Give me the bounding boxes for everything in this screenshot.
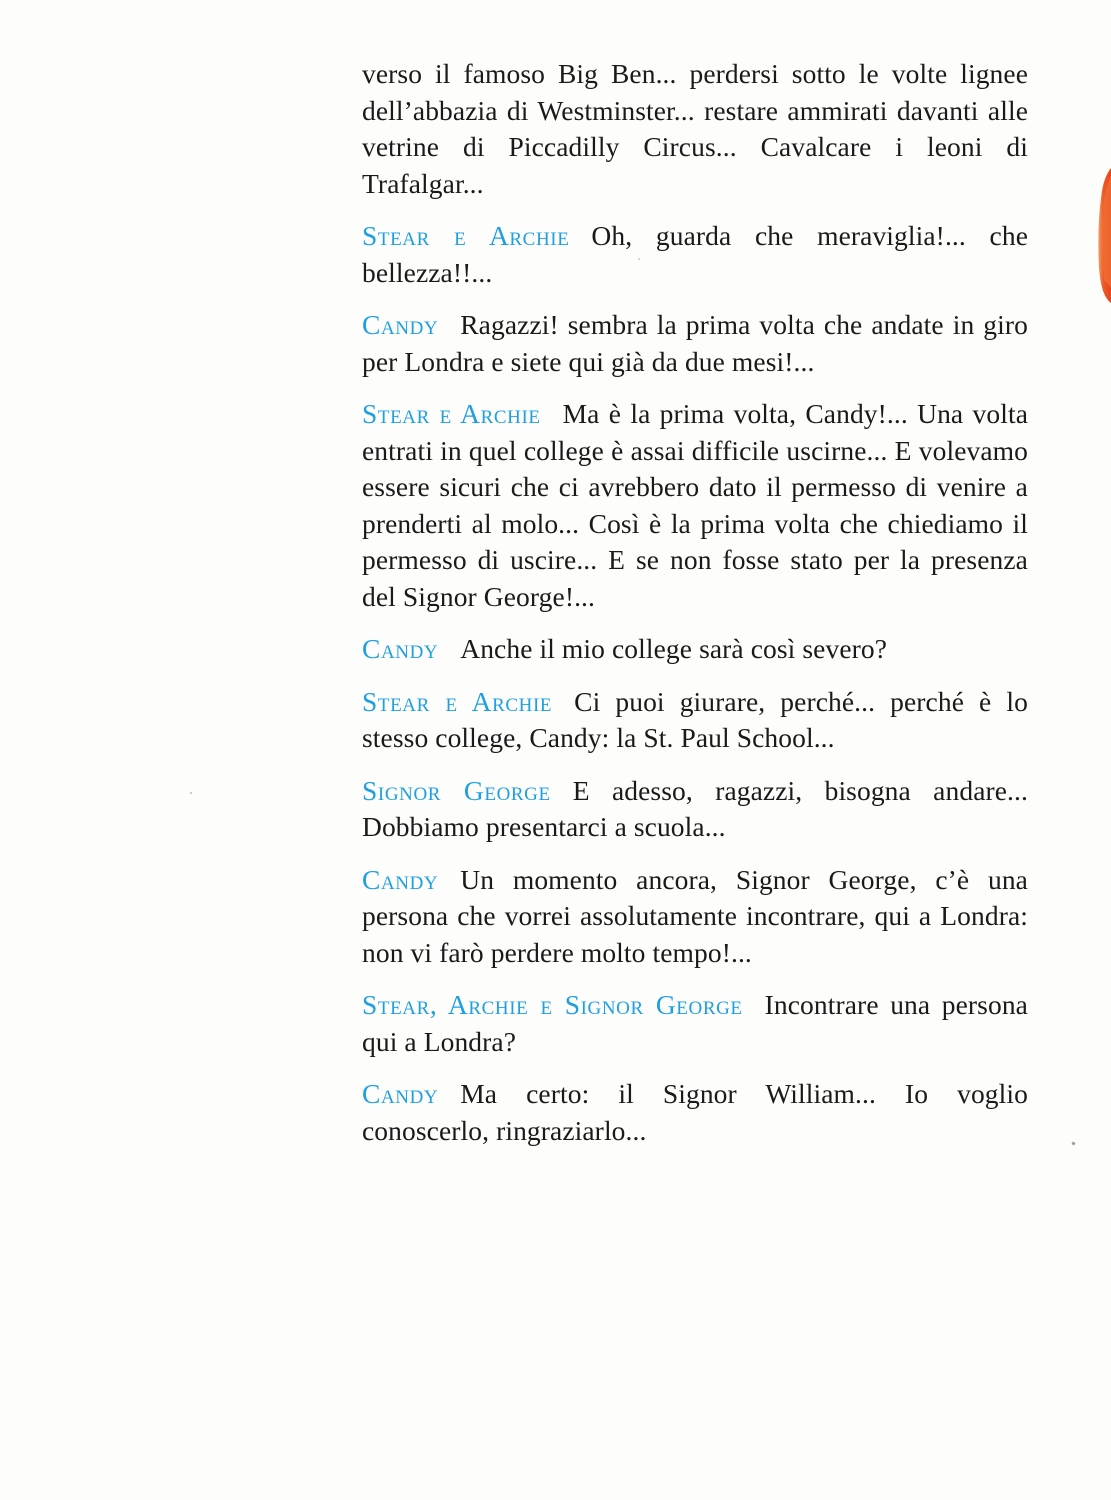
speaker-name: Candy <box>362 863 439 895</box>
speaker-name: Stear e Archie <box>362 220 570 251</box>
dialogue-line <box>362 1076 1028 1149</box>
dialogue-text: Ci puoi giurare, perché... perché è lo stesso college, Candy: la St. Paul School... <box>362 685 1028 753</box>
dialogue-text: Un momento ancora, Signor George, c’è una persona che vorrei assolutamente incontrare, qui a Londra: non vi farò perdere molto tempo!... <box>362 863 1028 968</box>
dialogue-text: Incontrare una persona qui a Londra? <box>362 989 1028 1057</box>
speaker-name: Stear, Archie e Signor George <box>362 989 743 1020</box>
dialogue-line <box>362 396 1028 615</box>
dialogue-line <box>362 631 1028 668</box>
speaker-name: Stear e Archie <box>362 685 553 717</box>
paper-speck <box>638 258 640 260</box>
speaker-name: Candy <box>362 633 439 664</box>
text-column <box>362 56 1028 1165</box>
dialogue-text: Ma è la prima volta, Candy!... Una volta entrati in quel college è assai difficile uscirne... E volevamo essere sicuri che ci avrebbero dato il permesso di venire a prenderti al molo... Così è la prima volta che chiediamo il permesso di uscire... E se non fosse stato per la presenza del Signor George!... <box>362 398 1028 612</box>
speaker-name: Signor George <box>362 774 551 806</box>
dialogue-text: E adesso, ragazzi, bisogna andare... Dobbiamo presentarci a scuola... <box>362 774 1028 842</box>
dialogue-line <box>362 862 1028 972</box>
dialogue-line <box>362 307 1028 380</box>
dialogue-text: Ragazzi! sembra la prima volta che andate in giro per Londra e siete qui già da due mesi!... <box>362 309 1028 377</box>
edge-illustration-fragment <box>1071 168 1111 308</box>
speaker-name: Stear e Archie <box>362 398 541 429</box>
dialogue-text: Ma certo: il Signor William... Io voglio conoscerlo, ringraziarlo... <box>362 1078 1028 1146</box>
dialogue-line <box>362 987 1028 1060</box>
dialogue-line <box>362 684 1028 757</box>
dialogue-line <box>362 773 1028 846</box>
paper-speck <box>1071 1141 1075 1145</box>
speaker-name: Candy <box>362 1078 439 1109</box>
speaker-name: Candy <box>362 309 439 340</box>
paper-speck <box>190 792 192 794</box>
dialogue-text: Oh, guarda che meraviglia!... che bellezza!!... <box>362 220 1029 288</box>
dialogue-line <box>362 218 1028 291</box>
intro-paragraph: verso il famoso Big Ben... perdersi sotto le volte lignee dell’abbazia di Westminster... restare ammirati davanti alle vetrine di Piccadilly Circus... Cavalcare i leoni di Trafalgar... <box>362 58 1028 199</box>
dialogue-text: Anche il mio college sarà così severo? <box>460 633 888 664</box>
